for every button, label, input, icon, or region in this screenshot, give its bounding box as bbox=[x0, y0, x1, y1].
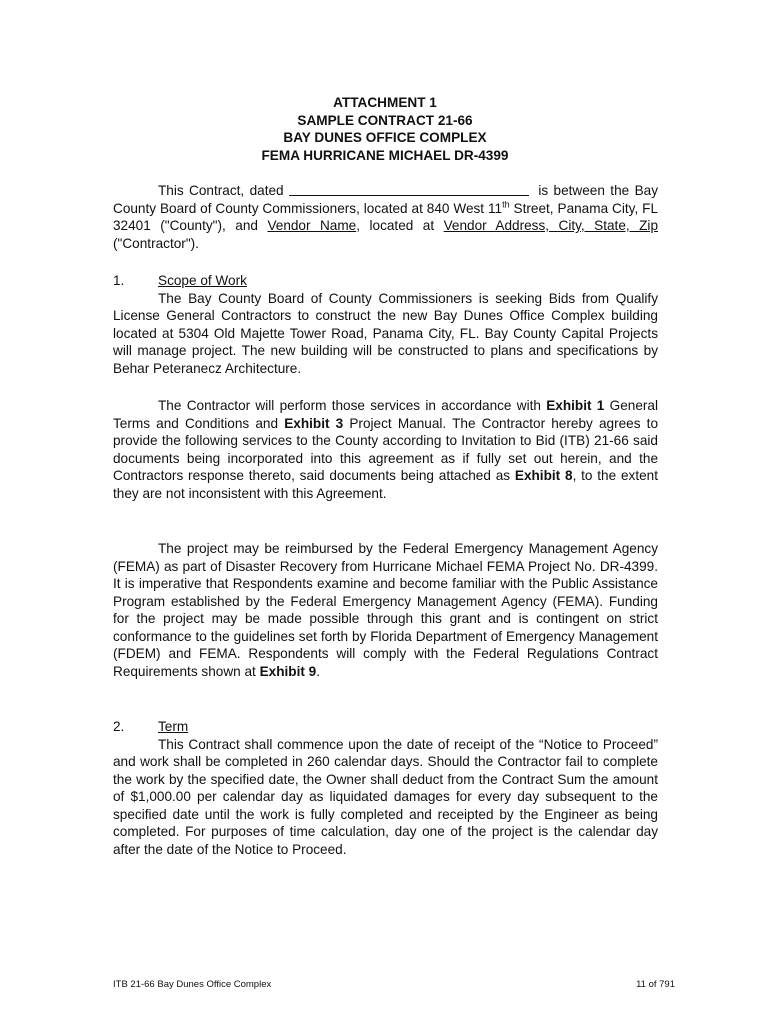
exhibit-1-ref: Exhibit 1 bbox=[546, 398, 605, 413]
section-2 bbox=[113, 718, 658, 858]
footer-page-number: 11 of 791 bbox=[636, 979, 675, 990]
p3-text-a: The project may be reimbursed by the Federal Emergency Management Agency (FEMA) as part of Disaster Recovery from Hurricane Michael FEMA Project No. DR-4399. It is imperative that Respondents examine and become familiar with the Public Assistance Program established by the Federal Emergency Management Agency (FEMA). Funding for the project may be made possible through this grant and is contingent on strict conformance to the guidelines set forth by Florida Department of Emergency Management (FDEM) and FEMA. Respondents will comply with the Federal Regulations Contract Requirements shown at bbox=[113, 541, 658, 679]
section-1-title: Scope of Work bbox=[158, 273, 247, 288]
exhibit-8-ref: Exhibit 8 bbox=[514, 468, 573, 483]
vendor-address: Vendor Address, City, State, Zip bbox=[443, 218, 659, 233]
section-2-title: Term bbox=[158, 719, 189, 734]
p2-text-a: The Contractor will perform those services in accordance with bbox=[158, 398, 547, 413]
p3-text-c: . bbox=[316, 663, 321, 679]
p2-text-e: Project Manual. The Contractor hereby agrees to provide the following services to the County according to Invitation to Bid (ITB) 21-66 said documents being incorporated into this agreement as if fully set out herein, and the Contractors response thereto, said documents being attached as bbox=[113, 415, 659, 483]
exhibit-3-ref: Exhibit 3 bbox=[284, 415, 344, 431]
footer-left: ITB 21-66 Bay Dunes Office Complex bbox=[113, 979, 272, 990]
header-line-1: ATTACHMENT 1 bbox=[333, 95, 437, 110]
header-line-4: FEMA HURRICANE MICHAEL DR-4399 bbox=[261, 147, 509, 163]
intro-text-1: This Contract, dated bbox=[158, 183, 284, 198]
section-1 bbox=[113, 272, 658, 377]
section-1-paragraph-1: The Bay County Board of County Commissioners is seeking Bids from Qualify License General Contractors to construct the new Bay Dunes Office Complex building located at 5304 Old Majette Tower Road, Panama City, FL. Bay County Capital Projects will manage project. The new building will be constructed to plans and specifications by Behar Peteranecz Architecture. bbox=[113, 290, 658, 376]
exhibit-9-ref: Exhibit 9 bbox=[259, 663, 317, 679]
header-line-3: BAY DUNES OFFICE COMPLEX bbox=[283, 130, 487, 145]
section-1-paragraph-2 bbox=[113, 397, 658, 502]
p2-text-c: General Terms and Conditions and bbox=[113, 398, 659, 431]
section-2-number: 2. bbox=[113, 719, 125, 734]
section-1-paragraph-3 bbox=[113, 540, 658, 680]
vendor-name: Vendor Name bbox=[267, 218, 357, 233]
document-header bbox=[0, 94, 770, 164]
intro-sup: th bbox=[502, 198, 510, 209]
intro-paragraph bbox=[113, 182, 658, 252]
intro-text-2: is between the Bay County Board of County Commissioners, located at 840 West 11 bbox=[113, 183, 658, 216]
header-line-2: SAMPLE CONTRACT 21-66 bbox=[297, 112, 473, 128]
section-2-paragraph-1: This Contract shall commence upon the date of receipt of the “Notice to Proceed” and work shall be completed in 260 calendar days. Should the Contractor fail to complete the work by the specified date, the Owner shall deduct from the Contract Sum the amount of $1,000.00 per calendar day as liquidated damages for every day subsequent to the specified date until the work is fully completed and receipted by the Engineer as being completed. For purposes of time calculation, day one of the project is the calendar day after the date of the Notice to Proceed. bbox=[113, 736, 658, 857]
intro-text-3: Street, Panama City, FL 32401 ("County"), and bbox=[113, 200, 658, 233]
date-blank-line bbox=[289, 182, 529, 196]
p2-text-g: , to the extent they are not inconsistent with this Agreement. bbox=[113, 468, 659, 501]
intro-text-5: ("Contractor"). bbox=[113, 235, 199, 251]
intro-text-4: , located at bbox=[356, 218, 444, 233]
section-1-number: 1. bbox=[113, 273, 125, 288]
